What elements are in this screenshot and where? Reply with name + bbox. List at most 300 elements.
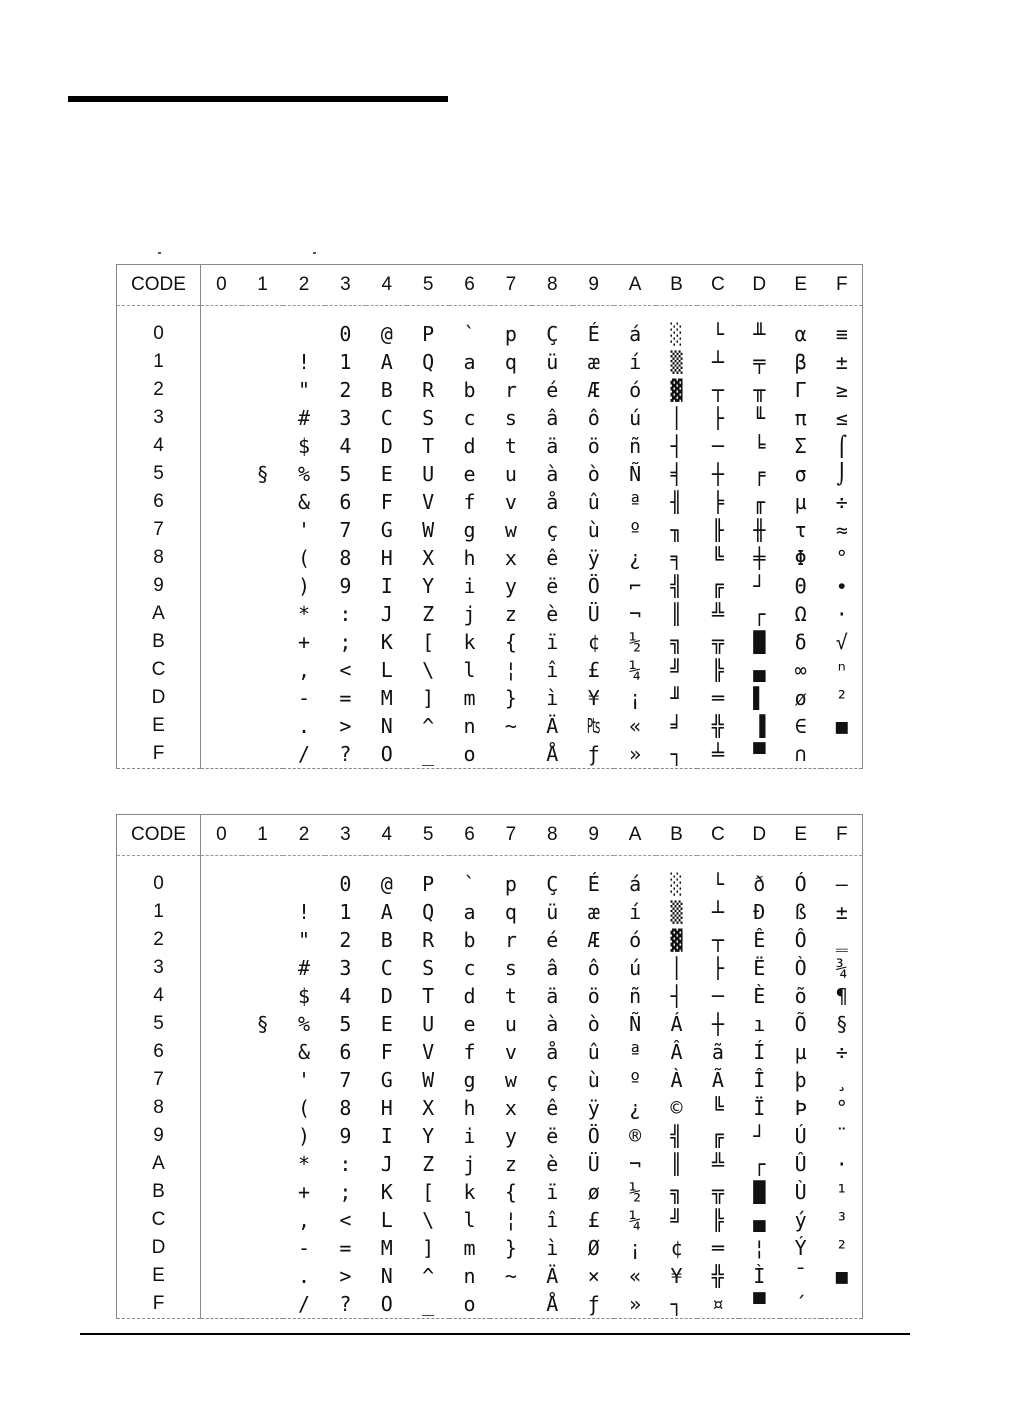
char-cell: ╘ — [753, 434, 766, 458]
char-cell: ═ — [711, 686, 724, 710]
char-cell: m — [463, 1236, 476, 1260]
char-cell: ) — [297, 1124, 310, 1148]
char-cell: Æ — [587, 928, 600, 952]
row-code-label: A — [117, 1150, 201, 1178]
column-header: B — [656, 815, 697, 856]
char-cell: S — [422, 956, 435, 980]
char-cell: Ú — [794, 1124, 807, 1148]
char-cell: ï — [546, 630, 559, 654]
char-cell: █ — [753, 1180, 766, 1204]
column-header: 5 — [407, 265, 448, 306]
char-cell: ` — [463, 872, 476, 896]
char-cell: ├ — [711, 956, 724, 980]
char-cell: X — [422, 546, 435, 570]
spacer-row — [117, 856, 863, 871]
char-cell — [201, 544, 242, 572]
char-cell: / — [283, 1290, 324, 1319]
char-cell: @ — [380, 322, 393, 346]
char-cell: ) — [297, 574, 310, 598]
char-cell: ╟ — [711, 518, 724, 542]
char-cell: ▄ — [753, 1208, 766, 1232]
char-cell: x — [504, 1096, 517, 1120]
char-cell: ¹ — [821, 1178, 862, 1206]
char-cell: 9 — [339, 1124, 352, 1148]
char-cell: ╗ — [670, 630, 683, 654]
row-code-label: 5 — [117, 1010, 201, 1038]
char-cell — [490, 740, 531, 769]
char-cell: T — [422, 984, 435, 1008]
column-header: 5 — [407, 815, 448, 856]
char-cell: ╤ — [753, 350, 766, 374]
char-cell: ã — [711, 1040, 724, 1064]
char-cell: ê — [546, 546, 559, 570]
column-header: 8 — [532, 815, 573, 856]
char-cell: ó — [629, 928, 642, 952]
row-code-label: 4 — [117, 982, 201, 1010]
char-cell: , — [297, 1208, 310, 1232]
char-cell: » — [614, 740, 655, 769]
char-cell: Θ — [794, 574, 807, 598]
char-cell: ∈ — [794, 714, 807, 738]
char-cell — [242, 1066, 283, 1094]
char-cell: D — [380, 434, 393, 458]
char-cell: { — [504, 630, 517, 654]
char-cell: § — [821, 1010, 862, 1038]
char-cell: Z — [422, 602, 435, 626]
column-header-row — [117, 815, 863, 856]
char-cell — [242, 404, 283, 432]
char-cell: § — [256, 462, 269, 486]
char-cell: └ — [711, 322, 724, 346]
char-cell — [201, 404, 242, 432]
char-cell: Ë — [753, 956, 766, 980]
char-cell: ñ — [629, 984, 642, 1008]
char-cell: ¢ — [670, 1236, 683, 1260]
char-cell: > — [339, 1264, 352, 1288]
table-row — [117, 376, 863, 404]
char-cell — [242, 572, 283, 600]
char-cell: V — [422, 490, 435, 514]
char-cell: ═ — [711, 1236, 724, 1260]
char-cell: ¶ — [821, 982, 862, 1010]
char-cell: 8 — [339, 546, 352, 570]
spacer-row — [117, 306, 863, 321]
char-cell: a — [463, 350, 476, 374]
char-cell: a — [463, 900, 476, 924]
char-cell: £ — [587, 658, 600, 682]
char-cell: + — [297, 630, 310, 654]
table-row — [117, 1038, 863, 1066]
char-cell — [283, 320, 324, 348]
char-cell: ┌ — [753, 602, 766, 626]
char-cell: ▐ — [753, 714, 766, 738]
column-header: 4 — [366, 815, 407, 856]
column-header: 1 — [242, 815, 283, 856]
char-cell: b — [463, 378, 476, 402]
char-cell: @ — [380, 872, 393, 896]
char-cell: C — [380, 956, 393, 980]
char-cell: É — [587, 322, 600, 346]
code-header: CODE — [117, 265, 201, 306]
table-row — [117, 982, 863, 1010]
char-cell: _ — [407, 1290, 448, 1319]
char-cell: é — [546, 928, 559, 952]
char-cell: f — [463, 1040, 476, 1064]
char-cell: % — [297, 462, 310, 486]
column-header: 7 — [490, 815, 531, 856]
column-header: 7 — [490, 265, 531, 306]
char-cell — [242, 954, 283, 982]
char-cell: ╦ — [711, 1180, 724, 1204]
char-cell: " — [297, 378, 310, 402]
char-cell: L — [380, 658, 393, 682]
char-cell: ║ — [670, 1152, 683, 1176]
char-cell: * — [297, 1152, 310, 1176]
char-cell: ¤ — [697, 1290, 738, 1319]
char-cell: ú — [629, 956, 642, 980]
row-code-label: 8 — [117, 1094, 201, 1122]
char-cell — [242, 926, 283, 954]
char-cell — [201, 516, 242, 544]
char-cell: ' — [297, 518, 310, 542]
char-cell: . — [297, 1264, 310, 1288]
char-cell: ┼ — [711, 1012, 724, 1036]
char-cell: ı — [753, 1012, 766, 1036]
char-cell: F — [380, 1040, 393, 1064]
char-cell: = — [339, 1236, 352, 1260]
char-cell: ÷ — [821, 488, 862, 516]
char-cell: ð — [753, 872, 766, 896]
char-cell: ╗ — [670, 1180, 683, 1204]
char-cell: ╜ — [670, 686, 683, 710]
char-cell: ▒ — [670, 900, 683, 924]
char-cell: ▒ — [670, 350, 683, 374]
char-cell: ¾ — [821, 954, 862, 982]
char-cell: v — [504, 1040, 517, 1064]
char-cell: » — [614, 1290, 655, 1319]
char-cell: e — [463, 462, 476, 486]
char-cell: 7 — [339, 1068, 352, 1092]
char-cell: Γ — [794, 378, 807, 402]
char-cell: ö — [587, 434, 600, 458]
char-cell: ' — [297, 1068, 310, 1092]
char-cell: J — [380, 602, 393, 626]
char-cell: ] — [422, 686, 435, 710]
row-code-label: D — [117, 1234, 201, 1262]
char-cell: ≈ — [821, 516, 862, 544]
char-cell: ä — [546, 984, 559, 1008]
char-cell: ₧ — [587, 714, 600, 738]
char-cell: A — [380, 900, 393, 924]
column-header: B — [656, 265, 697, 306]
char-cell: 3 — [339, 406, 352, 430]
char-cell: 9 — [339, 574, 352, 598]
char-cell: ┌ — [753, 1152, 766, 1176]
column-header: 2 — [283, 815, 324, 856]
char-cell — [242, 516, 283, 544]
char-cell: Ä — [546, 1264, 559, 1288]
char-cell: \ — [422, 1208, 435, 1232]
char-cell: ⌠ — [821, 432, 862, 460]
char-cell: Ò — [794, 956, 807, 980]
char-cell — [201, 712, 242, 740]
char-cell: S — [422, 406, 435, 430]
char-cell: H — [380, 546, 393, 570]
char-cell: u — [504, 1012, 517, 1036]
table-row — [117, 544, 863, 572]
char-cell: ú — [629, 406, 642, 430]
char-cell: ┘ — [753, 574, 766, 598]
char-cell: k — [463, 1180, 476, 1204]
row-code-label: 3 — [117, 404, 201, 432]
char-cell: = — [339, 686, 352, 710]
char-cell: ö — [587, 984, 600, 1008]
char-cell: « — [629, 1264, 642, 1288]
char-cell — [242, 1206, 283, 1234]
char-cell: ² — [821, 1234, 862, 1262]
char-cell: ▓ — [670, 928, 683, 952]
char-cell: ╙ — [753, 406, 766, 430]
char-cell: Σ — [794, 434, 807, 458]
char-cell: l — [463, 658, 476, 682]
char-cell: ] — [422, 1236, 435, 1260]
table-row — [117, 1290, 863, 1319]
char-cell: δ — [794, 630, 807, 654]
char-cell: 1 — [339, 900, 352, 924]
char-cell: Æ — [587, 378, 600, 402]
table-row — [117, 460, 863, 488]
char-cell: W — [422, 518, 435, 542]
row-code-label: 7 — [117, 1066, 201, 1094]
char-cell: ò — [587, 1012, 600, 1036]
char-cell: æ — [587, 350, 600, 374]
scan-speck — [158, 252, 161, 254]
char-cell: t — [504, 434, 517, 458]
table-row — [117, 1010, 863, 1038]
char-cell: ╦ — [711, 630, 724, 654]
char-cell: Y — [422, 1124, 435, 1148]
char-cell: α — [794, 322, 807, 346]
column-header: E — [780, 265, 821, 306]
char-cell — [242, 348, 283, 376]
char-cell: ? — [325, 1290, 366, 1319]
char-cell: Ç — [546, 872, 559, 896]
char-cell: å — [546, 490, 559, 514]
char-cell: y — [504, 574, 517, 598]
row-code-label: 3 — [117, 954, 201, 982]
char-cell: É — [587, 872, 600, 896]
char-cell: ~ — [504, 1264, 517, 1288]
char-cell: ▀ — [739, 740, 780, 769]
character-code-table-1 — [116, 264, 863, 769]
char-cell: Ñ — [629, 1012, 642, 1036]
char-cell: ´ — [780, 1290, 821, 1319]
char-cell: í — [629, 900, 642, 924]
char-cell: E — [380, 462, 393, 486]
char-cell: J — [380, 1152, 393, 1176]
char-cell: ╝ — [670, 1208, 683, 1232]
char-cell: ½ — [629, 1180, 642, 1204]
char-cell: g — [463, 1068, 476, 1092]
char-cell: ¿ — [629, 546, 642, 570]
char-cell: 8 — [339, 1096, 352, 1120]
char-cell: < — [339, 658, 352, 682]
char-cell: L — [380, 1208, 393, 1232]
char-cell: ° — [821, 544, 862, 572]
char-cell — [201, 1094, 242, 1122]
code-header: CODE — [117, 815, 201, 856]
row-code-label: 1 — [117, 348, 201, 376]
char-cell: } — [504, 1236, 517, 1260]
char-cell: ╚ — [711, 1096, 724, 1120]
char-cell: ╕ — [670, 546, 683, 570]
char-cell — [201, 1150, 242, 1178]
table-row — [117, 320, 863, 348]
char-cell: z — [504, 602, 517, 626]
char-cell: f — [463, 490, 476, 514]
char-cell: Z — [422, 1152, 435, 1176]
char-cell: F — [380, 490, 393, 514]
char-cell — [201, 488, 242, 516]
char-cell — [201, 1038, 242, 1066]
char-cell: Þ — [794, 1096, 807, 1120]
char-cell: Ù — [794, 1180, 807, 1204]
table-row — [117, 628, 863, 656]
char-cell: 6 — [339, 490, 352, 514]
char-cell: æ — [587, 900, 600, 924]
row-code-label: 4 — [117, 432, 201, 460]
char-cell: [ — [422, 630, 435, 654]
char-cell: w — [504, 1068, 517, 1092]
char-cell: c — [463, 406, 476, 430]
char-cell: ▄ — [753, 658, 766, 682]
char-cell: { — [504, 1180, 517, 1204]
column-header: 3 — [325, 265, 366, 306]
table-row — [117, 712, 863, 740]
table-row — [117, 516, 863, 544]
char-cell: ▌ — [753, 686, 766, 710]
char-cell — [242, 432, 283, 460]
char-cell — [242, 600, 283, 628]
char-cell: ± — [821, 348, 862, 376]
char-cell: i — [463, 1124, 476, 1148]
char-cell: + — [297, 1180, 310, 1204]
char-cell: e — [463, 1012, 476, 1036]
char-cell: ╬ — [711, 1264, 724, 1288]
char-cell — [242, 544, 283, 572]
char-cell: └ — [711, 872, 724, 896]
char-cell — [201, 740, 242, 769]
char-cell: : — [339, 602, 352, 626]
char-cell — [242, 488, 283, 516]
char-cell: ─ — [711, 984, 724, 1008]
char-cell: w — [504, 518, 517, 542]
char-cell: Ê — [753, 928, 766, 952]
column-header: 2 — [283, 265, 324, 306]
char-cell: ÷ — [821, 1038, 862, 1066]
char-cell: ê — [546, 1096, 559, 1120]
char-cell: d — [463, 434, 476, 458]
char-cell: C — [380, 406, 393, 430]
char-cell: ╡ — [670, 462, 683, 486]
char-cell: ƒ — [573, 740, 614, 769]
char-cell: D — [380, 984, 393, 1008]
table-row — [117, 1150, 863, 1178]
char-cell: Y — [422, 574, 435, 598]
column-header: 0 — [201, 815, 242, 856]
char-cell — [201, 1010, 242, 1038]
char-cell: Ü — [587, 602, 600, 626]
char-cell: ¡ — [629, 686, 642, 710]
char-cell: ─ — [711, 434, 724, 458]
char-cell: Ö — [587, 1124, 600, 1148]
char-cell: Ç — [546, 322, 559, 346]
char-cell: _ — [407, 740, 448, 769]
char-cell: 1 — [339, 350, 352, 374]
char-cell: ^ — [422, 1264, 435, 1288]
row-code-label: D — [117, 684, 201, 712]
char-cell: è — [546, 1152, 559, 1176]
char-cell: O — [366, 740, 407, 769]
table-row — [117, 954, 863, 982]
row-code-label: 9 — [117, 572, 201, 600]
char-cell: I — [380, 574, 393, 598]
char-cell: Â — [670, 1040, 683, 1064]
char-cell — [201, 926, 242, 954]
char-cell: [ — [422, 1180, 435, 1204]
char-cell: W — [422, 1068, 435, 1092]
char-cell: ò — [587, 462, 600, 486]
char-cell — [201, 656, 242, 684]
char-cell: ª — [629, 1040, 642, 1064]
row-code-label: 9 — [117, 1122, 201, 1150]
char-cell: ≥ — [821, 376, 862, 404]
char-cell: ¼ — [629, 658, 642, 682]
char-cell: ╬ — [711, 714, 724, 738]
char-cell: Á — [670, 1012, 683, 1036]
row-code-label: F — [117, 740, 201, 769]
char-cell: # — [297, 956, 310, 980]
char-cell: V — [422, 1040, 435, 1064]
char-cell — [201, 600, 242, 628]
char-cell: H — [380, 1096, 393, 1120]
char-cell: 3 — [339, 956, 352, 980]
bottom-rule — [80, 1333, 910, 1335]
table-row — [117, 740, 863, 769]
char-cell: x — [504, 546, 517, 570]
table-row — [117, 600, 863, 628]
char-cell: z — [504, 1152, 517, 1176]
column-header: 6 — [449, 815, 490, 856]
char-cell: ╩ — [711, 1152, 724, 1176]
char-cell: é — [546, 378, 559, 402]
char-cell: ┐ — [656, 1290, 697, 1319]
char-cell: í — [629, 350, 642, 374]
char-cell: 4 — [339, 434, 352, 458]
column-header: C — [697, 265, 738, 306]
char-cell: ╪ — [753, 546, 766, 570]
char-cell: Φ — [794, 546, 807, 570]
char-cell: Ñ — [629, 462, 642, 486]
char-cell: ∞ — [794, 658, 807, 682]
char-cell — [201, 954, 242, 982]
char-cell: ┬ — [711, 378, 724, 402]
char-cell: á — [629, 322, 642, 346]
char-cell: ® — [629, 1124, 642, 1148]
char-cell: ƒ — [573, 1290, 614, 1319]
char-cell: ╝ — [670, 658, 683, 682]
char-cell: y — [504, 1124, 517, 1148]
